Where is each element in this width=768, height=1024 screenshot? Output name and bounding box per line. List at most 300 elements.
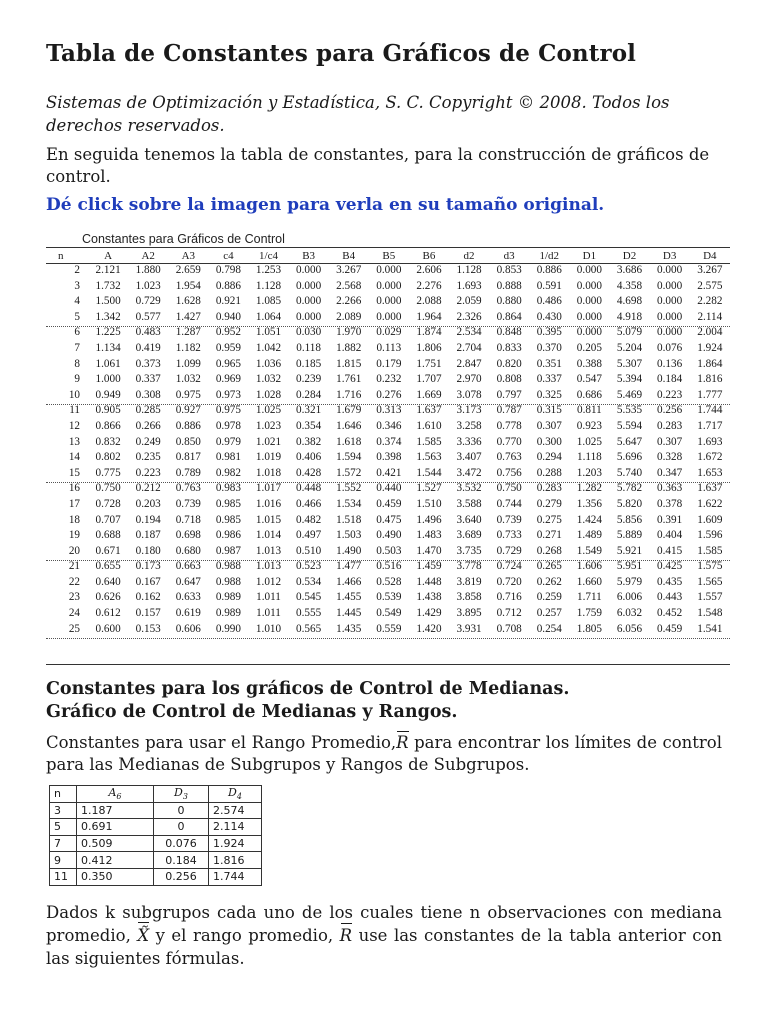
- table-cell: 1.023: [255, 419, 282, 432]
- table-cell: 6.006: [616, 591, 643, 604]
- table-cell: 1.420: [416, 622, 442, 635]
- table-cell: 0.989: [215, 591, 241, 604]
- table-cell: 6.032: [616, 607, 643, 620]
- constants-header-col: B3: [302, 249, 316, 262]
- table-cell: 0.300: [536, 435, 562, 448]
- table-cell: 1.015: [255, 513, 282, 526]
- table-cell: 0.789: [175, 466, 201, 479]
- table-cell: 0.905: [95, 404, 121, 417]
- table-cell: 0.239: [296, 373, 322, 386]
- table-row: [46, 622, 730, 638]
- table-cell: 3.931: [456, 622, 482, 635]
- table-cell: 3.735: [456, 544, 482, 557]
- table-cell: 1.051: [255, 326, 282, 339]
- table-cell: 0.848: [496, 326, 522, 339]
- table-cell: 5.856: [616, 513, 643, 526]
- median-table-cell: 0.509: [77, 835, 154, 852]
- median-header-n: n: [50, 786, 77, 803]
- row-n-cell: 20: [68, 544, 81, 557]
- table-cell: 1.011: [256, 607, 281, 620]
- table-cell: 1.013: [255, 544, 282, 557]
- table-cell: 1.429: [416, 607, 442, 620]
- table-cell: 1.000: [95, 373, 121, 386]
- table-cell: 1.021: [255, 435, 282, 448]
- table-cell: 1.693: [697, 435, 723, 448]
- table-cell: 1.455: [336, 591, 362, 604]
- median-table-cell: 0.350: [77, 868, 154, 885]
- table-cell: 0.797: [496, 388, 522, 401]
- table-cell: 0.279: [536, 497, 562, 510]
- table-cell: 0.459: [376, 497, 402, 510]
- row-n-cell: 3: [74, 279, 81, 292]
- table-row: [46, 263, 730, 279]
- table-cell: 0.965: [215, 357, 241, 370]
- table-cell: 1.489: [576, 529, 602, 542]
- row-n-cell: 21: [68, 560, 81, 573]
- table-cell: 3.819: [456, 575, 482, 588]
- table-cell: 1.064: [255, 310, 282, 323]
- table-cell: 3.407: [456, 451, 482, 464]
- table-cell: 0.294: [536, 451, 562, 464]
- table-cell: 1.679: [336, 404, 362, 417]
- constants-header-col: B4: [342, 249, 356, 262]
- table-row: [46, 325, 730, 341]
- table-cell: 0.419: [135, 341, 161, 354]
- table-cell: 1.427: [175, 310, 201, 323]
- table-cell: 1.549: [576, 544, 602, 557]
- table-cell: 1.496: [416, 513, 442, 526]
- table-cell: 0.959: [215, 341, 241, 354]
- constants-header-col: 1/c4: [259, 249, 278, 262]
- table-cell: 1.010: [255, 622, 282, 635]
- table-cell: 0.000: [296, 264, 322, 276]
- constants-header-col: A2: [141, 249, 155, 262]
- table-cell: 1.459: [416, 560, 442, 573]
- table-cell: 5.647: [616, 435, 643, 448]
- median-table-cell: 0.412: [77, 852, 154, 869]
- table-cell: 1.019: [255, 451, 282, 464]
- table-cell: 1.435: [336, 622, 362, 635]
- table-cell: 1.759: [576, 607, 602, 620]
- table-cell: 0.979: [215, 435, 241, 448]
- table-cell: 1.541: [697, 622, 723, 635]
- r-bar-symbol: R: [396, 733, 409, 752]
- table-cell: 5.820: [616, 497, 643, 510]
- table-cell: 5.921: [616, 544, 643, 557]
- table-cell: 0.973: [215, 388, 241, 401]
- table-cell: 0.180: [135, 544, 161, 557]
- table-cell: 5.979: [616, 575, 643, 588]
- row-n-cell: 22: [68, 575, 81, 588]
- table-cell: 0.428: [296, 466, 322, 479]
- table-cell: 0.173: [135, 560, 161, 573]
- table-cell: 5.889: [616, 529, 643, 542]
- constants-header-col: B6: [422, 249, 436, 262]
- table-cell: 0.787: [496, 404, 522, 417]
- table-cell: 5.696: [616, 451, 643, 464]
- formula-paragraph-part-1: Dados k subgrupos cada uno de los cuales tiene n observaciones con mediana promedio,: [46, 903, 722, 945]
- table-cell: 1.761: [336, 373, 362, 386]
- table-cell: 1.253: [255, 264, 282, 276]
- table-cell: 0.503: [376, 544, 402, 557]
- table-cell: 0.257: [536, 607, 562, 620]
- table-cell: 1.806: [416, 341, 442, 354]
- table-cell: 1.182: [175, 341, 201, 354]
- median-table-cell: 0.256: [154, 868, 209, 885]
- table-cell: 2.276: [416, 279, 442, 292]
- table-row: [50, 819, 262, 836]
- table-cell: 0.000: [376, 310, 402, 323]
- table-dotted-divider: [46, 638, 730, 639]
- table-cell: 0.975: [215, 404, 241, 417]
- table-cell: 0.539: [376, 591, 402, 604]
- table-cell: 0.162: [135, 591, 161, 604]
- copyright-notice: Sistemas de Optimización y Estadística, S. C. Copyright © 2008. Todos los derechos reservados.: [46, 93, 670, 135]
- table-cell: 1.477: [336, 560, 362, 573]
- table-cell: 0.633: [175, 591, 201, 604]
- section-title: [46, 678, 746, 724]
- table-cell: 1.503: [336, 529, 362, 542]
- formula-paragraph-part-3: use las constantes de la tabla anterior con las siguientes fórmulas.: [46, 926, 723, 968]
- table-cell: 0.990: [215, 622, 241, 635]
- table-cell: 0.205: [576, 341, 602, 354]
- table-cell: 1.646: [336, 419, 362, 432]
- constants-header-col: d3: [503, 249, 515, 262]
- median-table-cell: 7: [50, 835, 77, 852]
- table-cell: 2.704: [456, 341, 482, 354]
- table-cell: 3.267: [697, 264, 723, 276]
- table-cell: 2.282: [697, 295, 723, 308]
- table-cell: 0.733: [496, 529, 522, 542]
- table-cell: 0.167: [135, 575, 161, 588]
- table-cell: 0.448: [296, 482, 322, 495]
- table-cell: 0.989: [215, 607, 241, 620]
- row-n-cell: 13: [68, 435, 81, 448]
- row-n-cell: 18: [68, 513, 81, 526]
- table-cell: 0.886: [215, 279, 241, 292]
- table-dotted-divider: [46, 404, 730, 405]
- table-cell: 0.283: [657, 419, 683, 432]
- table-cell: 0.307: [536, 419, 562, 432]
- table-cell: 0.346: [376, 419, 402, 432]
- table-cell: 0.452: [657, 607, 683, 620]
- table-cell: 1.610: [416, 419, 442, 432]
- table-cell: 0.203: [135, 497, 161, 510]
- table-cell: 3.689: [456, 529, 482, 542]
- table-cell: 4.918: [616, 310, 643, 323]
- constants-header-col: d2: [463, 249, 475, 262]
- table-cell: 1.585: [697, 544, 723, 557]
- table-cell: 0.770: [496, 435, 522, 448]
- table-cell: 1.874: [416, 326, 442, 339]
- table-cell: 2.004: [697, 326, 723, 339]
- table-cell: 3.895: [456, 607, 482, 620]
- table-cell: 0.640: [95, 575, 121, 588]
- table-cell: 0.337: [135, 373, 161, 386]
- table-cell: 0.459: [657, 622, 683, 635]
- table-dotted-divider: [46, 560, 730, 561]
- table-cell: 0.179: [376, 357, 402, 370]
- table-cell: 0.435: [657, 575, 683, 588]
- table-cell: 0.000: [576, 295, 602, 308]
- image-click-note: Dé click sobre la imagen para verla en su tamaño original.: [46, 195, 605, 215]
- table-cell: 0.671: [95, 544, 121, 557]
- table-cell: 0.969: [215, 373, 241, 386]
- table-cell: 0.707: [95, 513, 121, 526]
- table-cell: 0.775: [95, 466, 121, 479]
- table-cell: 0.534: [296, 575, 322, 588]
- median-header-d4: $D_4$: [209, 786, 262, 803]
- table-cell: 0.985: [215, 513, 241, 526]
- table-row: [46, 450, 730, 466]
- table-cell: 0.113: [376, 341, 402, 354]
- table-cell: 1.282: [576, 482, 602, 495]
- table-cell: 1.023: [135, 279, 161, 292]
- table-cell: 0.978: [215, 419, 241, 432]
- table-cell: 3.588: [456, 497, 482, 510]
- table-cell: 0.268: [536, 544, 562, 557]
- table-cell: 0.986: [215, 529, 241, 542]
- table-cell: 1.017: [255, 482, 282, 495]
- range-paragraph-end: para encontrar los límites de control para las Medianas de Subgrupos y Rangos de Subgrupos.: [46, 733, 722, 774]
- table-cell: 1.527: [416, 482, 442, 495]
- table-cell: 1.544: [416, 466, 442, 479]
- table-row: [46, 403, 730, 419]
- table-cell: 0.497: [296, 529, 322, 542]
- table-cell: 0.185: [296, 357, 322, 370]
- table-cell: 0.778: [496, 419, 522, 432]
- median-table-body: [50, 802, 262, 885]
- table-row: [46, 590, 730, 606]
- table-rule-bottom: [46, 664, 730, 665]
- table-cell: 2.659: [175, 264, 201, 276]
- table-cell: 0.523: [296, 560, 322, 573]
- table-cell: 1.672: [697, 451, 723, 464]
- row-n-cell: 5: [74, 310, 81, 323]
- table-cell: 0.382: [296, 435, 322, 448]
- table-cell: 0.313: [376, 404, 402, 417]
- table-cell: 2.089: [336, 310, 362, 323]
- constants-header-col: D3: [662, 249, 677, 262]
- table-cell: 1.028: [255, 388, 282, 401]
- table-row: [50, 802, 262, 819]
- table-cell: 0.425: [657, 560, 683, 573]
- table-cell: 0.000: [376, 264, 402, 276]
- table-cell: 0.262: [536, 575, 562, 588]
- table-cell: 1.563: [416, 451, 442, 464]
- table-cell: 0.443: [657, 591, 683, 604]
- constants-header-n: n: [58, 249, 64, 262]
- table-cell: 0.798: [215, 264, 241, 276]
- table-cell: 0.029: [376, 326, 402, 339]
- table-row: [46, 575, 730, 591]
- constants-header-col: 1/d2: [539, 249, 560, 262]
- table-cell: 3.640: [456, 513, 482, 526]
- table-cell: 2.568: [336, 279, 362, 292]
- table-cell: 6.056: [616, 622, 643, 635]
- table-cell: 1.805: [576, 622, 602, 635]
- table-cell: 0.000: [296, 310, 322, 323]
- table-cell: 1.653: [697, 466, 723, 479]
- table-cell: 1.594: [336, 451, 362, 464]
- table-cell: 0.663: [175, 560, 201, 573]
- table-cell: 1.014: [255, 529, 282, 542]
- table-cell: 1.637: [697, 482, 723, 495]
- page-title: Tabla de Constantes para Gráficos de Control: [46, 40, 636, 67]
- table-cell: 1.609: [697, 513, 723, 526]
- row-n-cell: 2: [74, 264, 81, 276]
- table-cell: 0.187: [135, 529, 161, 542]
- median-table-cell: 11: [50, 868, 77, 885]
- table-cell: 3.532: [456, 482, 482, 495]
- constants-header-col: A: [104, 249, 113, 262]
- table-cell: 1.880: [135, 264, 161, 276]
- table-cell: 1.565: [697, 575, 723, 588]
- table-cell: 1.036: [255, 357, 282, 370]
- table-cell: 0.223: [657, 388, 683, 401]
- table-row: [46, 310, 730, 326]
- table-cell: 0.729: [135, 295, 161, 308]
- table-row: [46, 544, 730, 560]
- section-title-line-1: Constantes para los gráficos de Control de Medianas.: [46, 679, 570, 699]
- row-n-cell: 6: [74, 326, 81, 339]
- table-cell: 0.000: [576, 264, 602, 276]
- table-cell: 0.832: [95, 435, 121, 448]
- table-cell: 1.816: [697, 373, 723, 386]
- x-tilde-bar-symbol: X̃: [137, 924, 149, 947]
- table-cell: 0.275: [536, 513, 562, 526]
- table-cell: 0.940: [215, 310, 241, 323]
- table-cell: 0.720: [496, 575, 522, 588]
- table-row: [46, 528, 730, 544]
- table-cell: 1.510: [416, 497, 442, 510]
- table-cell: 0.265: [536, 560, 562, 573]
- table-cell: 1.225: [95, 326, 121, 339]
- table-cell: 0.308: [135, 388, 161, 401]
- median-table-cell: 0: [154, 819, 209, 836]
- table-cell: 0.000: [376, 295, 402, 308]
- table-cell: 0.763: [175, 482, 201, 495]
- table-cell: 1.012: [255, 575, 282, 588]
- table-cell: 0.559: [376, 622, 402, 635]
- table-cell: 0.716: [496, 591, 522, 604]
- table-row: [46, 294, 730, 310]
- table-cell: 5.740: [616, 466, 643, 479]
- table-cell: 1.500: [95, 295, 121, 308]
- table-cell: 3.778: [456, 560, 482, 573]
- table-cell: 0.565: [296, 622, 322, 635]
- table-row: [46, 388, 730, 404]
- table-cell: 0.415: [657, 544, 683, 557]
- row-n-cell: 24: [68, 607, 81, 620]
- row-n-cell: 25: [68, 622, 81, 635]
- table-cell: 0.983: [215, 482, 241, 495]
- table-row: [46, 357, 730, 373]
- table-cell: 0.276: [376, 388, 402, 401]
- table-cell: 0.315: [536, 404, 562, 417]
- table-row: [50, 852, 262, 869]
- table-cell: 0.249: [135, 435, 161, 448]
- table-row: [46, 497, 730, 513]
- table-cell: 0.000: [657, 264, 683, 276]
- table-cell: 0.395: [536, 326, 562, 339]
- table-row: [46, 559, 730, 575]
- table-cell: 0.927: [175, 404, 201, 417]
- table-cell: 0.712: [496, 607, 522, 620]
- table-cell: 1.061: [95, 357, 121, 370]
- table-cell: 0.600: [95, 622, 121, 635]
- table-cell: 0.811: [577, 404, 602, 417]
- table-cell: 0.833: [496, 341, 522, 354]
- table-cell: 0.739: [175, 497, 201, 510]
- table-cell: 5.394: [616, 373, 643, 386]
- table-cell: 0.547: [576, 373, 602, 386]
- table-row: [50, 868, 262, 885]
- table-cell: 0.337: [536, 373, 562, 386]
- table-cell: 2.088: [416, 295, 442, 308]
- table-cell: 0.952: [215, 326, 241, 339]
- table-cell: 1.882: [336, 341, 362, 354]
- table-cell: 1.042: [255, 341, 282, 354]
- table-cell: 0.612: [95, 607, 121, 620]
- median-table-cell: 9: [50, 852, 77, 869]
- table-cell: 0.235: [135, 451, 161, 464]
- table-dotted-divider: [46, 482, 730, 483]
- table-cell: 5.307: [616, 357, 643, 370]
- table-cell: 1.572: [336, 466, 362, 479]
- table-cell: 1.964: [416, 310, 442, 323]
- table-cell: 1.815: [336, 357, 362, 370]
- table-cell: 1.575: [697, 560, 723, 573]
- table-cell: 3.472: [456, 466, 482, 479]
- table-cell: 1.032: [175, 373, 201, 386]
- section-title-line-2: Gráfico de Control de Medianas y Rangos.: [46, 702, 458, 722]
- table-cell: 1.637: [416, 404, 442, 417]
- median-table-cell: 0.076: [154, 835, 209, 852]
- table-cell: 0.288: [536, 466, 562, 479]
- table-cell: 0.351: [536, 357, 562, 370]
- table-cell: 0.728: [95, 497, 121, 510]
- median-table-cell: 1.744: [209, 868, 262, 885]
- row-n-cell: 12: [68, 419, 81, 432]
- table-cell: 3.078: [456, 388, 482, 401]
- constants-table: [46, 248, 730, 637]
- table-row: [46, 481, 730, 497]
- table-cell: 0.886: [175, 419, 201, 432]
- median-table-cell: 2.114: [209, 819, 262, 836]
- table-cell: 1.128: [456, 264, 482, 276]
- table-cell: 0.430: [536, 310, 562, 323]
- table-cell: 0.398: [376, 451, 402, 464]
- table-cell: 0.853: [496, 264, 522, 276]
- table-cell: 1.557: [697, 591, 723, 604]
- table-row: [46, 419, 730, 435]
- constants-table-body: [46, 263, 730, 637]
- table-cell: 1.356: [576, 497, 602, 510]
- table-cell: 1.438: [416, 591, 442, 604]
- table-cell: 0.510: [296, 544, 322, 557]
- table-cell: 5.469: [616, 388, 643, 401]
- table-cell: 1.342: [95, 310, 121, 323]
- table-cell: 0.194: [135, 513, 161, 526]
- table-row: [46, 513, 730, 529]
- table-cell: 1.128: [255, 279, 282, 292]
- table-cell: 1.483: [416, 529, 442, 542]
- table-cell: 0.545: [296, 591, 322, 604]
- table-cell: 0.655: [95, 560, 121, 573]
- table-cell: 0.988: [215, 560, 241, 573]
- table-cell: 0.987: [215, 544, 241, 557]
